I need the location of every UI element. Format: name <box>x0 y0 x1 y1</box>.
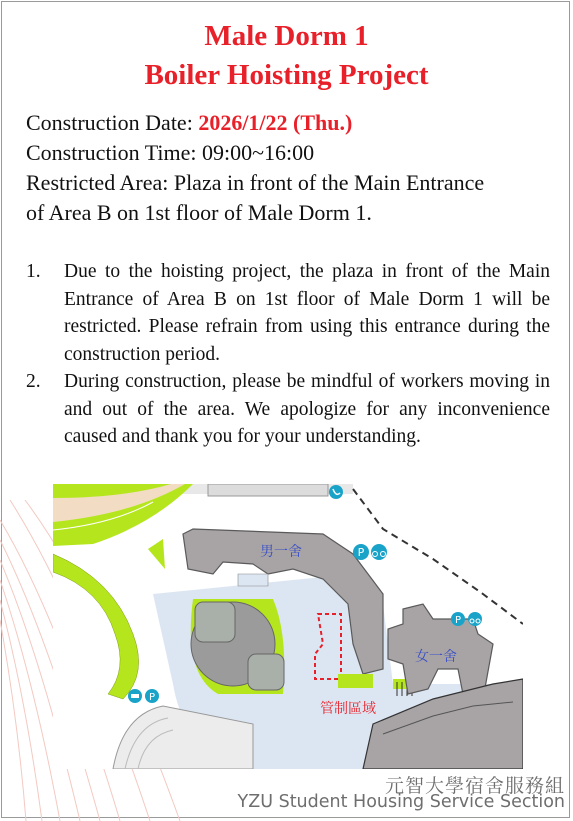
svg-text:P: P <box>148 692 156 703</box>
campus-map <box>53 484 523 769</box>
svg-text:P: P <box>357 546 365 559</box>
footer-english: YZU Student Housing Service Section <box>237 792 565 812</box>
note-item <box>26 258 550 368</box>
car-icon <box>128 689 142 703</box>
date-label: Construction Date: <box>26 110 199 135</box>
construction-time: Construction Time: 09:00~16:00 <box>26 140 315 165</box>
construction-date <box>26 108 556 138</box>
accessibility-icon <box>329 485 343 499</box>
parking-icon <box>145 689 159 703</box>
bicycle-icon <box>371 544 387 560</box>
parking-icon <box>451 612 465 626</box>
parking-icon <box>353 544 369 560</box>
bicycle-icon <box>468 612 482 626</box>
title-line-2: Boiler Hoisting Project <box>144 59 429 91</box>
footer-chinese: 元智大學宿舍服務組 <box>384 775 565 797</box>
note-text: During construction, please be mindful of workers moving in and out of the area. We apologize for any inconvenience caused and thank you for your understanding. <box>64 371 550 447</box>
note-number: 1. <box>26 261 41 282</box>
note-text: Due to the hoisting project, the plaza in front of the Main Entrance of Area B on 1st floor of Male Dorm 1 will be restricted. Please refrain from using this entrance during the construction period. <box>64 261 550 365</box>
restricted-area-line-2: of Area B on 1st floor of Male Dorm 1. <box>26 200 372 225</box>
restricted-area-label: 管制區域 <box>320 701 376 717</box>
title-line-1: Male Dorm 1 <box>204 20 369 52</box>
note-number: 2. <box>26 371 41 392</box>
male-dorm-label: 男一舍 <box>260 544 302 560</box>
restricted-area-line-1: Restricted Area: Plaza in front of the Main Entrance <box>26 170 485 195</box>
notes-list <box>26 258 550 451</box>
note-item <box>26 368 550 451</box>
date-value: 2026/1/22 (Thu.) <box>198 110 353 135</box>
female-dorm-label: 女一舍 <box>415 649 457 665</box>
svg-text:P: P <box>454 615 462 626</box>
